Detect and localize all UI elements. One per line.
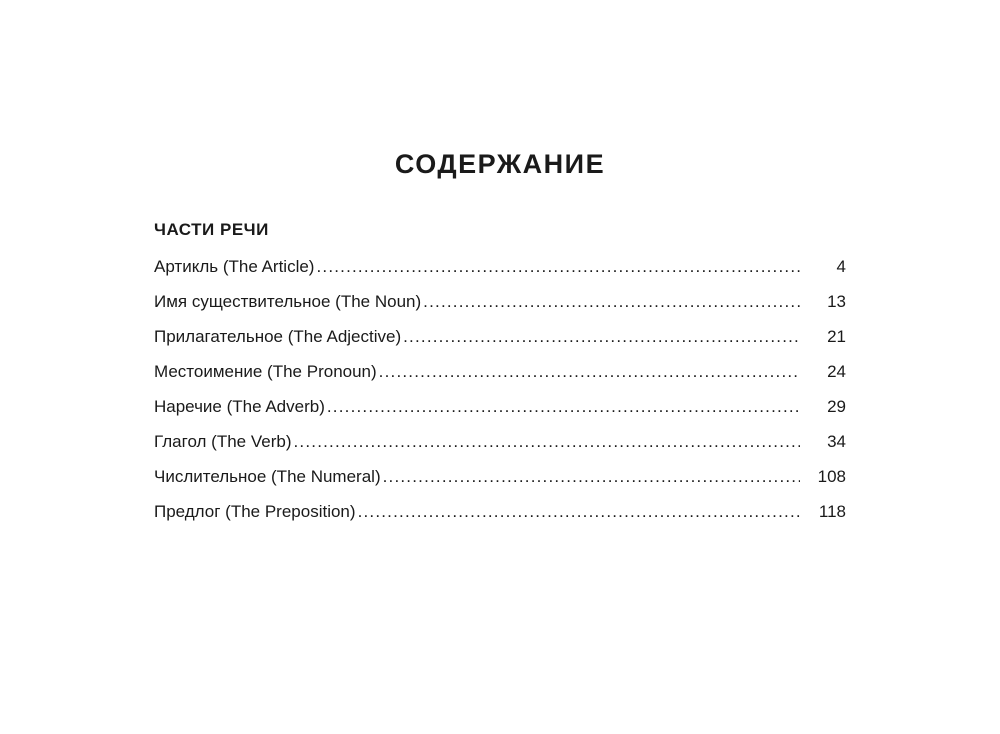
toc-entry-label: Местоимение (The Pronoun) [154, 360, 379, 384]
toc-entry-page-number: 118 [818, 502, 846, 521]
dot-leader [358, 500, 800, 524]
toc-entry-verb[interactable] [154, 430, 846, 465]
toc-entry-page-number: 13 [827, 292, 846, 311]
toc-entry-preposition[interactable] [154, 500, 846, 535]
toc-entry-noun[interactable] [154, 290, 846, 325]
toc-entry-page-number: 29 [827, 397, 846, 416]
toc-entry-pronoun[interactable] [154, 360, 846, 395]
toc-entry-adjective[interactable] [154, 325, 846, 360]
dot-leader [294, 430, 801, 454]
toc-entry-label: Предлог (The Preposition) [154, 500, 358, 524]
toc-entry-label: Имя существительное (The Noun) [154, 290, 423, 314]
toc-entry-label: Прилагательное (The Adjective) [154, 325, 403, 349]
dot-leader [403, 325, 800, 349]
dot-leader [379, 360, 800, 384]
dot-leader [383, 465, 800, 489]
toc-list [154, 255, 846, 535]
toc-entry-label: Числительное (The Numeral) [154, 465, 383, 489]
toc-entry-page-number: 108 [817, 467, 846, 486]
toc-entry-page-number: 34 [827, 432, 846, 451]
toc-entry-page-number: 4 [836, 257, 846, 276]
toc-entry-article[interactable] [154, 255, 846, 290]
toc-entry-numeral[interactable] [154, 465, 846, 500]
dot-leader [423, 290, 800, 314]
page-title: СОДЕРЖАНИЕ [394, 149, 606, 179]
toc-entry-label: Артикль (The Article) [154, 255, 316, 279]
section-heading: ЧАСТИ РЕЧИ [154, 220, 269, 239]
dot-leader [316, 255, 800, 279]
toc-entry-page-number: 21 [827, 327, 846, 346]
dot-leader [327, 395, 800, 419]
toc-entry-label: Глагол (The Verb) [154, 430, 294, 454]
toc-entry-adverb[interactable] [154, 395, 846, 430]
toc-entry-page-number: 24 [827, 362, 846, 381]
toc-entry-label: Наречие (The Adverb) [154, 395, 327, 419]
